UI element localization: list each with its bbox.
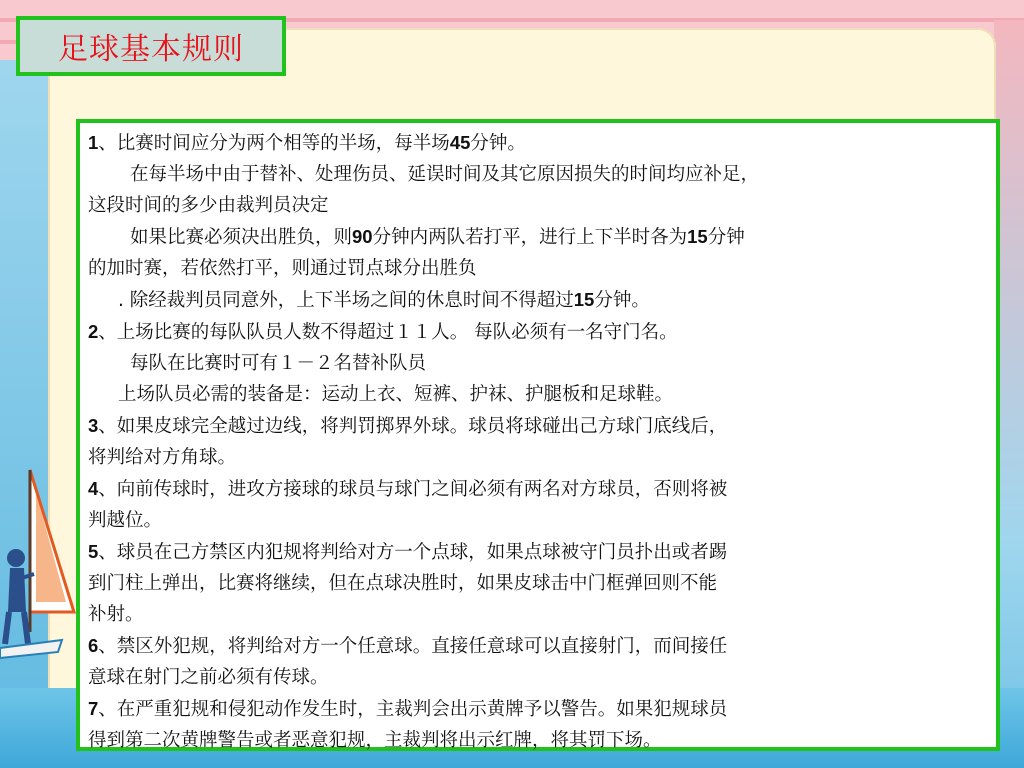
rule-line: 6、禁区外犯规，将判给对方一个任意球。直接任意球可以直接射门，而间接任 xyxy=(88,635,728,657)
rule-line: 意球在射门之前必须有传球。 xyxy=(88,667,329,688)
title-box xyxy=(16,16,286,76)
rule-line: 这段时间的多少由裁判员决定 xyxy=(88,195,329,216)
rule-line: 判越位。 xyxy=(88,510,163,531)
rules-panel xyxy=(76,119,1000,751)
rule-line: 每队在比赛时可有１－２名替补队员 xyxy=(130,353,427,374)
rule-line: 1、比赛时间应分为两个相等的半场，每半场45分钟。 xyxy=(88,132,526,154)
rule-line: 将判给对方角球。 xyxy=(88,447,237,468)
rule-line: 2、上场比赛的每队队员人数不得超过１１人。 每队必须有一名守门名。 xyxy=(88,321,678,343)
rule-line: 到门柱上弹出，比赛将继续，但在点球决胜时，如果皮球击中门框弹回则不能 xyxy=(88,573,718,594)
rule-line: 得到第二次黄牌警告或者恶意犯规，主裁判将出示红牌，将其罚下场。 xyxy=(88,730,662,751)
rule-line: 5、球员在己方禁区内犯规将判给对方一个点球，如果点球被守门员扑出或者踢 xyxy=(88,541,728,563)
rule-line: 在每半场中由于替补、处理伤员、延误时间及其它原因损失的时间均应补足， xyxy=(130,164,760,185)
rule-line: 上场队员必需的装备是：运动上衣、短裤、护袜、护腿板和足球鞋。 xyxy=(118,384,674,405)
rule-line: . 除经裁判员同意外，上下半场之间的休息时间不得超过15分钟。 xyxy=(118,289,650,311)
page-title: 足球基本规则 xyxy=(58,32,244,67)
windsurfer-illustration xyxy=(0,462,80,692)
rule-line: 的加时赛，若依然打平，则通过罚点球分出胜负 xyxy=(88,258,477,279)
rule-line: 4、向前传球时，进攻方接球的球员与球门之间必须有两名对方球员，否则将被 xyxy=(88,478,728,500)
rule-line: 如果比赛必须决出胜负，则90分钟内两队若打平，进行上下半时各为15分钟 xyxy=(130,226,745,248)
rule-line: 3、如果皮球完全越过边线，将判罚掷界外球。球员将球碰出己方球门底线后， xyxy=(88,415,728,437)
rule-line: 7、在严重犯规和侵犯动作发生时，主裁判会出示黄牌予以警告。如果犯规球员 xyxy=(88,698,728,720)
rule-line: 补射。 xyxy=(88,604,144,625)
